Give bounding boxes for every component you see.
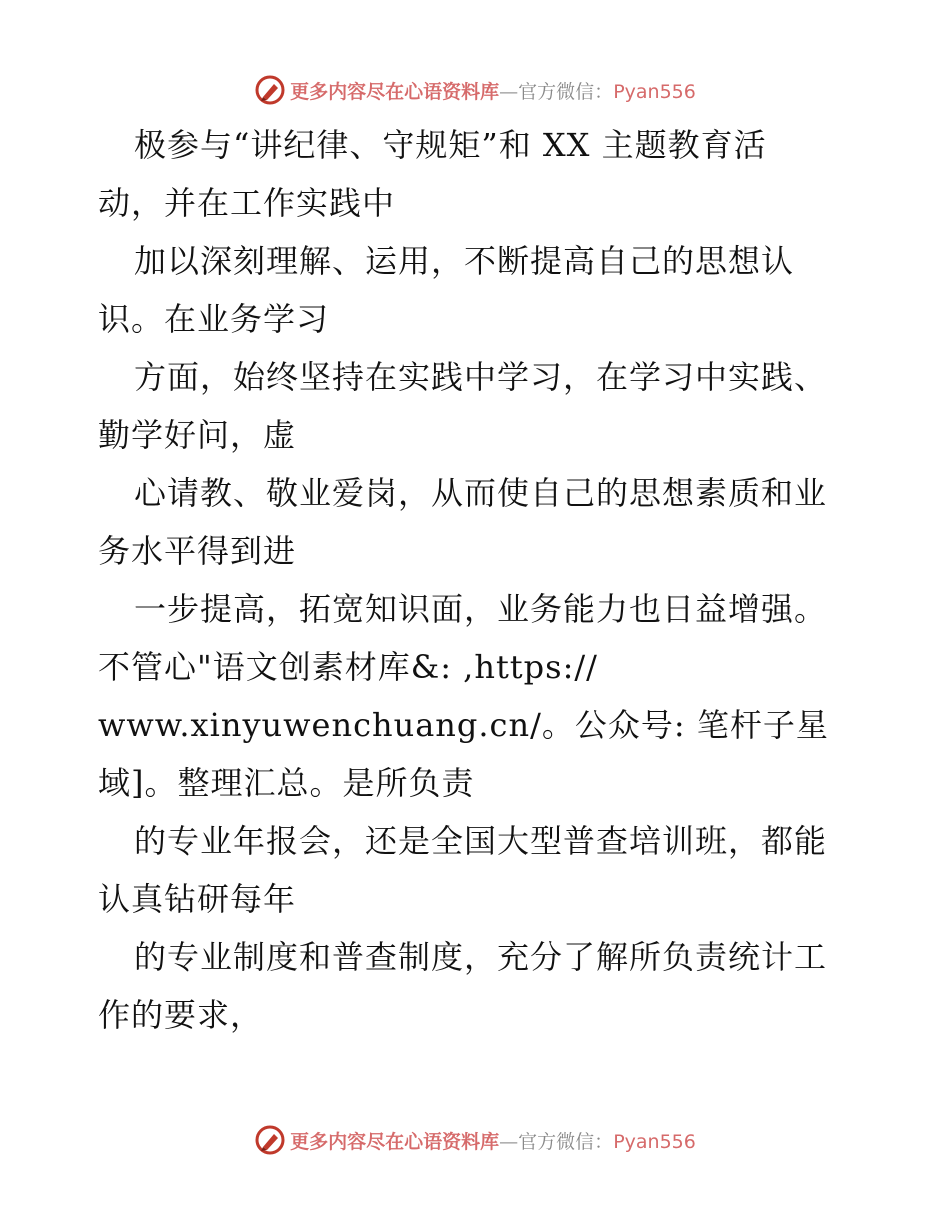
header-banner bbox=[0, 70, 950, 110]
body-line: 作的要求， bbox=[98, 996, 264, 1034]
pen-logo-icon bbox=[254, 1124, 286, 1156]
body-line: 不管心"语文创素材库&: ,https:// bbox=[98, 648, 598, 686]
banner-brand: 更多内容尽在心语资料库 bbox=[290, 1130, 500, 1153]
body-line: 动，并在工作实践中 bbox=[98, 184, 396, 222]
banner-text bbox=[290, 1127, 696, 1154]
banner-official-label: 官方微信： bbox=[518, 80, 614, 103]
banner-text bbox=[290, 77, 696, 104]
body-line: 认真钻研每年 bbox=[98, 880, 297, 918]
body-line: 极参与“讲纪律、守规矩”和 XX 主题教育活 bbox=[134, 126, 767, 164]
body-line: 务水平得到进 bbox=[98, 532, 297, 570]
banner-account: Pyan556 bbox=[613, 1130, 696, 1153]
body-line: 的专业制度和普查制度，充分了解所负责统计工 bbox=[134, 938, 828, 976]
footer-banner bbox=[0, 1120, 950, 1160]
body-line: 一步提高，拓宽知识面，业务能力也日益增强。 bbox=[134, 590, 828, 628]
pen-logo-icon bbox=[254, 74, 286, 106]
body-line: 加以深刻理解、运用，不断提高自己的思想认 bbox=[134, 242, 795, 280]
body-line: 方面，始终坚持在实践中学习，在学习中实践、 bbox=[134, 358, 828, 396]
banner-separator: — bbox=[499, 80, 519, 103]
body-line: www.xinyuwenchuang.cn/。公众号: 笔杆子星 bbox=[98, 706, 829, 744]
banner-official-label: 官方微信： bbox=[518, 1130, 614, 1153]
document-body bbox=[98, 116, 858, 1044]
body-line: 域]。整理汇总。是所负责 bbox=[98, 764, 475, 802]
body-line: 识。在业务学习 bbox=[98, 300, 330, 338]
body-line: 的专业年报会，还是全国大型普查培训班，都能 bbox=[134, 822, 828, 860]
banner-account: Pyan556 bbox=[613, 80, 696, 103]
body-line: 勤学好问，虚 bbox=[98, 416, 297, 454]
body-line: 心请教、敬业爱岗，从而使自己的思想素质和业 bbox=[134, 474, 828, 512]
banner-separator: — bbox=[499, 1130, 519, 1153]
banner-brand: 更多内容尽在心语资料库 bbox=[290, 80, 500, 103]
